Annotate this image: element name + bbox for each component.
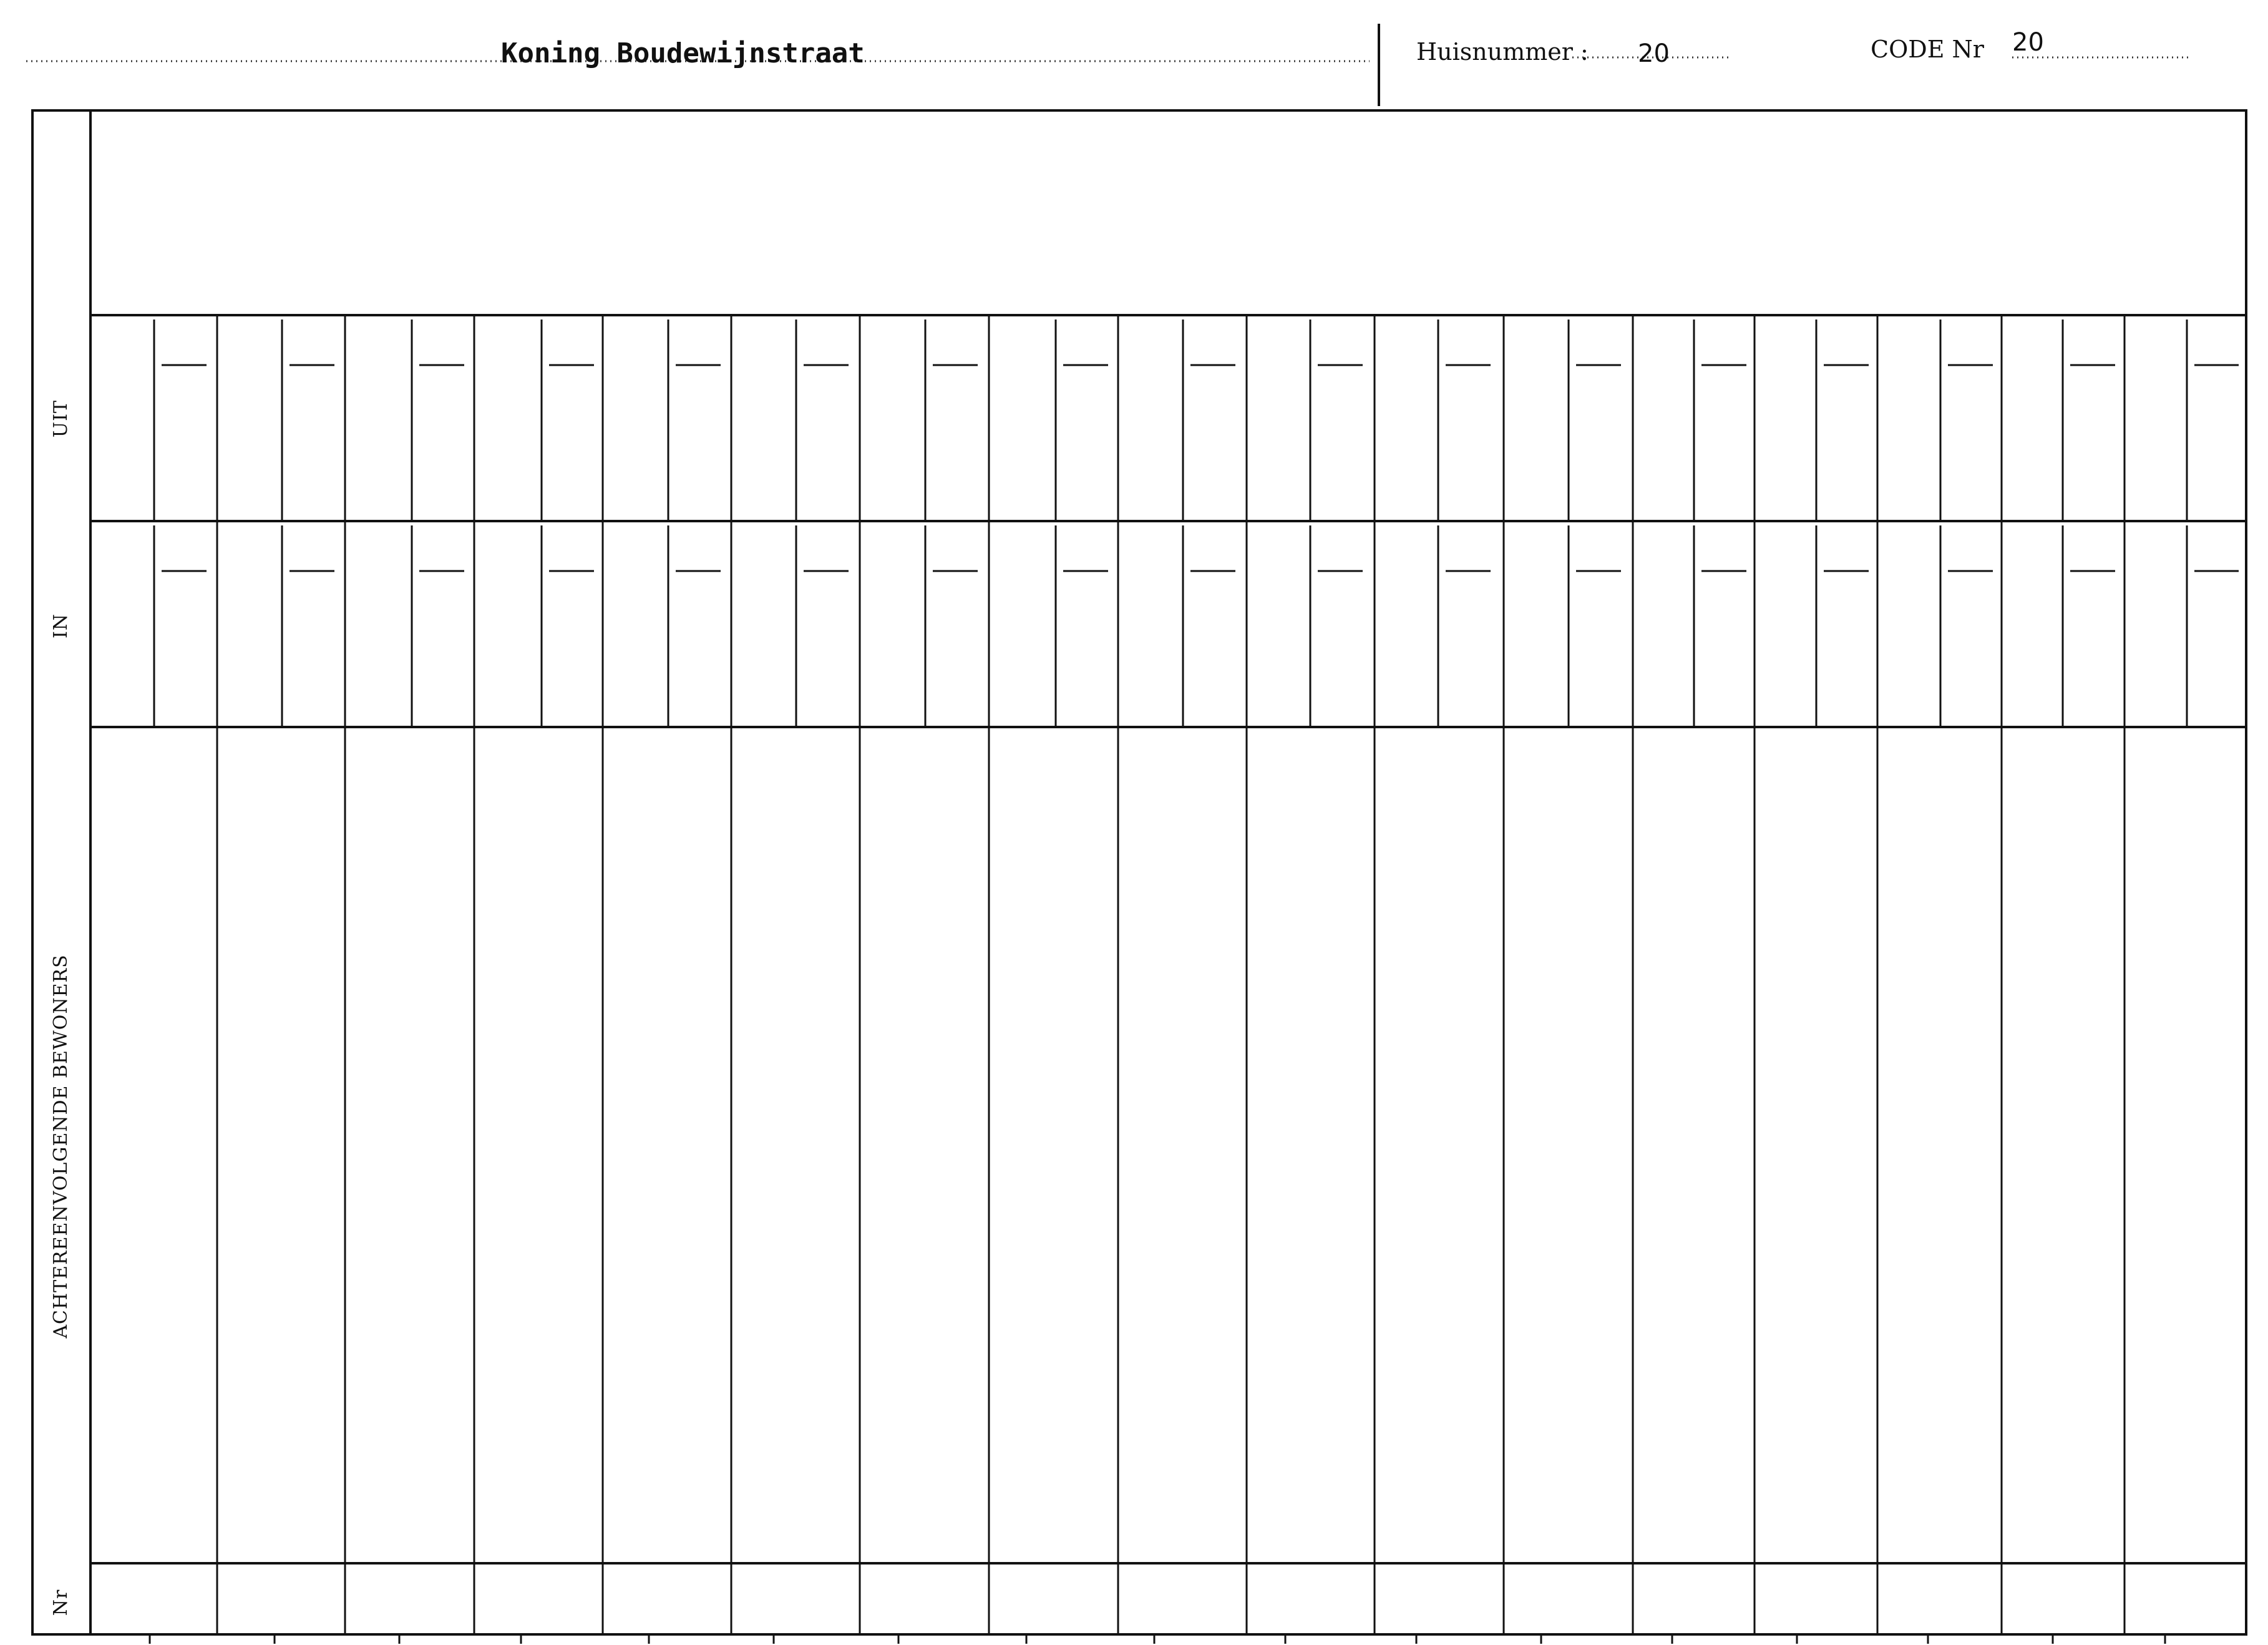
row-label-nr: Nr <box>50 1589 72 1616</box>
row-label-in: IN <box>50 613 72 639</box>
huisnummer-label: Huisnummer : <box>1416 38 1589 66</box>
row-label-uit: UIT <box>50 399 72 438</box>
street-name: Koning Boudewijnstraat <box>501 37 865 69</box>
code-label: CODE Nr <box>1871 36 1984 63</box>
row-label-bewoners: ACHTEREENVOLGENDE BEWONERS <box>50 954 72 1339</box>
header-dotted-lines <box>26 57 2190 61</box>
outer-frame <box>32 110 2246 1634</box>
code-value: 20 <box>2012 28 2044 57</box>
register-grid <box>32 110 2246 1644</box>
huisnummer-value: 20 <box>1638 39 1670 68</box>
